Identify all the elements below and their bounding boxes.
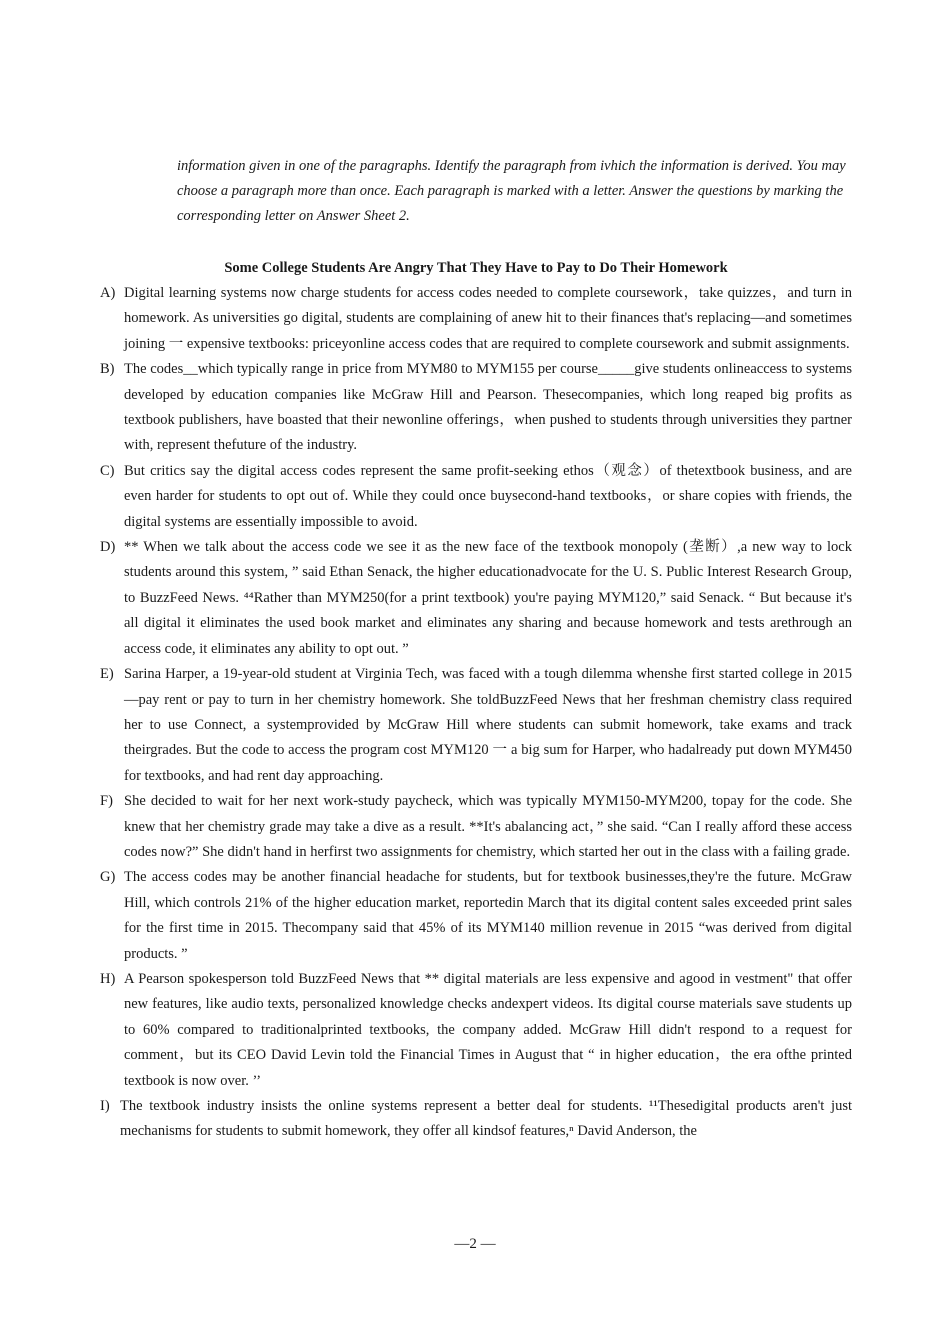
paragraph-text: But critics say the digital access codes represent the same profit-seeking ethos（观念）of thetextbook business, and are even harder for students to opt out of. While they could once buysecond-hand textbooks，or share copies with friends, the digital systems are essentially impossible to avoid.	[124, 462, 852, 530]
paragraph-text: The access codes may be another financial headache for students, but for textbook businesses,they're the future. McGraw Hill, which controls 21% of the higher education market, reportedin March that its digital content sales exceeded print sales for the first time in 2015. Thecompany said that 45% of its MYM140 million revenue in 2015 “was derived from digital products. ”	[124, 869, 852, 962]
paragraph-b	[100, 357, 852, 459]
paragraph-letter: C)	[100, 462, 115, 479]
paragraph-letter: I)	[100, 1098, 110, 1114]
paragraph-c	[100, 459, 852, 535]
page-number: —2 —	[454, 1236, 496, 1252]
paragraph-text: She decided to wait for her next work-study paycheck, which was typically MYM150-MYM200, topay for the code. She knew that her chemistry grade may take a dive as a result. **It's abalancing act，” she said. “Can I really afford these access codes now?” She didn't hand in herfirst two assignments for chemistry, which started her out in the class with a failing grade.	[124, 793, 852, 860]
paragraph-i	[100, 1094, 852, 1145]
paragraph-d	[100, 535, 852, 662]
paragraph-text: ** When we talk about the access code we see it as the new face of the textbook monopoly (垄断）,a new way to lock students around this system, ” said Ethan Senack, the higher educationadvocate for the U. S. Public Interest Research Group, to BuzzFeed News. ⁴⁴Rather than MYM250(for a print textbook) you're paying MYM120,” said Senack. “ But because it's all digital it eliminates the used book market and eliminates any sharing and because homework and tests arethrough an access code, it eliminates any ability to opt out. ”	[124, 539, 852, 657]
paragraph-text: Sarina Harper, a 19-year-old student at Virginia Tech, was faced with a tough dilemma whenshe first started college in 2015—pay rent or pay to turn in her chemistry homework. She toldBuzzFeed News that her freshman chemistry class required her to use Connect, a systemprovided by McGraw Hill where students can submit homework, take exams and track theirgrades. But the code to access the program cost MYM120 一 a big sum for Harper, who hadalready put down MYM450 for textbooks, and had rent day approaching.	[124, 666, 852, 784]
paragraph-letter: H)	[100, 970, 116, 987]
paragraph-text: A Pearson spokesperson told BuzzFeed News that ** digital materials are less expensive and agood in vestment" that offer new features, like audio texts, personalized knowledge checks andexpert videos. Its digital course materials save students up to 60% compared to traditionalprinted textbooks, the company added. McGraw Hill didn't respond to a request for comment，but its CEO David Levin told the Financial Times in August that “ in higher education，the era ofthe printed textbook is now over. ’’	[124, 970, 852, 1089]
paragraph-f	[100, 789, 852, 865]
paragraph-letter: E)	[100, 666, 114, 683]
paragraph-g	[100, 865, 852, 967]
article-body	[100, 281, 852, 1145]
paragraph-text: The codes__which typically range in price from MYM80 to MYM155 per course_____give students onlineaccess to systems developed by education companies like McGraw Hill and Pearson. Thesecompanies, which long reaped big profits as textbook publishers, have boasted that their newonline offerings，when pushed to students through universities they partner with, represent thefuture of the industry.	[124, 361, 852, 454]
paragraph-h	[100, 967, 852, 1094]
paragraph-letter: A)	[100, 285, 116, 301]
paragraph-letter: D)	[100, 539, 116, 556]
paragraph-letter: F)	[100, 793, 113, 810]
paragraph-text: Digital learning systems now charge students for access codes needed to complete coursework，take quizzes，and turn in homework. As universities go digital, students are complaining of anew hit to their finances that's replacing—and sometimes joining 一 expensive textbooks: priceyonline access codes that are required to complete coursework and submit assignments.	[124, 285, 852, 352]
paragraph-text: The textbook industry insists the online systems represent a better deal for students. ¹¹Thesedigital products aren't just mechanisms for students to submit homework, they offer all kindsof features,ⁿ David Anderson, the	[120, 1098, 852, 1140]
paragraph-letter: B)	[100, 361, 115, 378]
article-title: Some College Students Are Angry That They Have to Pay to Do Their Homework	[224, 260, 728, 276]
paragraph-e	[100, 662, 852, 789]
instructions-text: information given in one of the paragraphs. Identify the paragraph from ivhich the information is derived. You may choose a paragraph more than once. Each paragraph is marked with a letter. Answer the questions by marking the corresponding letter on Answer Sheet 2.	[177, 158, 846, 224]
paragraph-letter: G)	[100, 869, 116, 886]
paragraph-a	[100, 281, 852, 357]
